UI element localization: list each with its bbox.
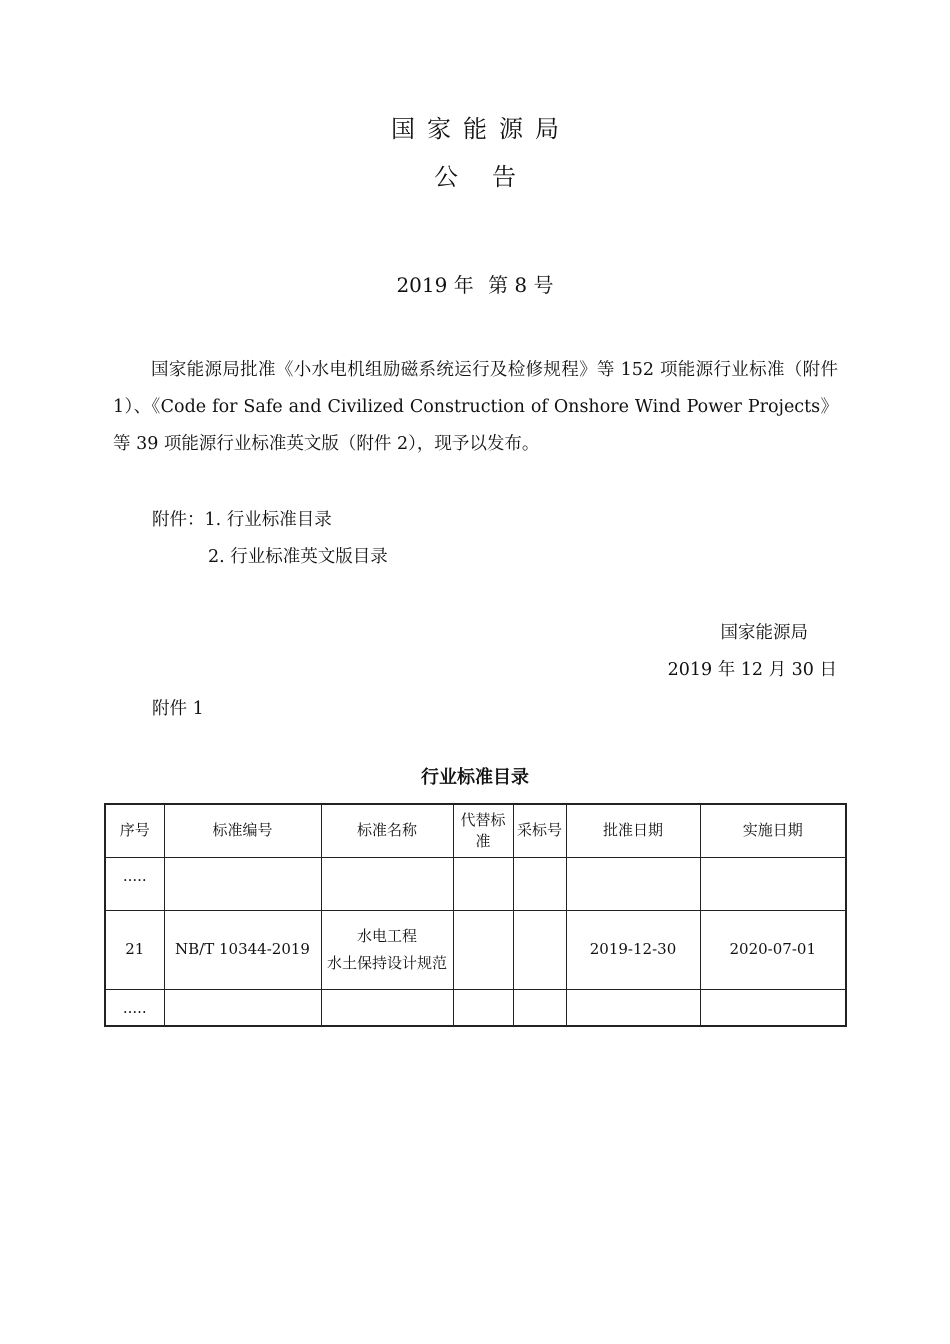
table-row bbox=[105, 857, 846, 910]
row-code bbox=[164, 989, 321, 1026]
standards-table bbox=[104, 803, 847, 1027]
header-name: 标准名称 bbox=[321, 804, 453, 857]
table-row bbox=[105, 989, 846, 1026]
header-adopt: 采标号 bbox=[513, 804, 566, 857]
header-replace: 代替标准 bbox=[453, 804, 513, 857]
row-name-line-2: 水土保持设计规范 bbox=[326, 953, 447, 972]
row-name bbox=[321, 910, 453, 989]
appendix-label: 附件 1 bbox=[152, 699, 204, 719]
header-implement: 实施日期 bbox=[700, 804, 846, 857]
header-code: 标准编号 bbox=[164, 804, 321, 857]
attachment-item-2 bbox=[208, 543, 388, 571]
attachment-item-2-label: 2. 行业标准英文版目录 bbox=[208, 547, 388, 567]
header-approve: 批准日期 bbox=[566, 804, 700, 857]
row-implement: 2020-07-01 bbox=[700, 910, 846, 989]
header-seq: 序号 bbox=[105, 804, 164, 857]
table-title: 行业标准目录 bbox=[421, 767, 529, 788]
table-header-row bbox=[105, 804, 846, 857]
row-implement bbox=[700, 989, 846, 1026]
signature-org: 国家能源局 bbox=[720, 623, 808, 643]
row-implement bbox=[700, 857, 846, 910]
row-approve bbox=[566, 989, 700, 1026]
row-adopt bbox=[513, 989, 566, 1026]
notice-title: 公告 bbox=[434, 163, 550, 191]
notice-body-paragraph: 国家能源局批准《小水电机组励磁系统运行及检修规程》等 152 项能源行业标准（附件 1）、《Code for Safe and Civilized Construction of Onshore Wind Power Projects》等 39 项能源行业标准英文版（附件 2），现予以发布。 bbox=[113, 360, 838, 454]
row-name-line-1: 水电工程 bbox=[356, 926, 417, 945]
row-replace bbox=[453, 857, 513, 910]
row-name bbox=[321, 857, 453, 910]
row-replace bbox=[453, 989, 513, 1026]
row-seq: ..... bbox=[105, 989, 164, 1026]
agency-title: 国家能源局 bbox=[391, 115, 571, 143]
row-seq: 21 bbox=[105, 910, 164, 989]
attachment-prefix: 附件： bbox=[152, 510, 205, 530]
document-serial: 第 8 号 bbox=[488, 273, 554, 297]
row-adopt bbox=[513, 857, 566, 910]
row-adopt bbox=[513, 910, 566, 989]
row-code: NB/T 10344-2019 bbox=[164, 910, 321, 989]
row-seq: ..... bbox=[105, 857, 164, 910]
document-year: 2019 年 bbox=[396, 273, 474, 297]
row-approve bbox=[566, 857, 700, 910]
row-replace bbox=[453, 910, 513, 989]
row-code bbox=[164, 857, 321, 910]
table-row bbox=[105, 910, 846, 989]
document-number bbox=[0, 270, 950, 300]
row-name bbox=[321, 989, 453, 1026]
attachment-item-1 bbox=[152, 506, 332, 534]
row-approve: 2019-12-30 bbox=[566, 910, 700, 989]
signature-date: 2019 年 12 月 30 日 bbox=[667, 660, 837, 680]
attachment-item-1-label: 1. 行业标准目录 bbox=[204, 510, 332, 530]
